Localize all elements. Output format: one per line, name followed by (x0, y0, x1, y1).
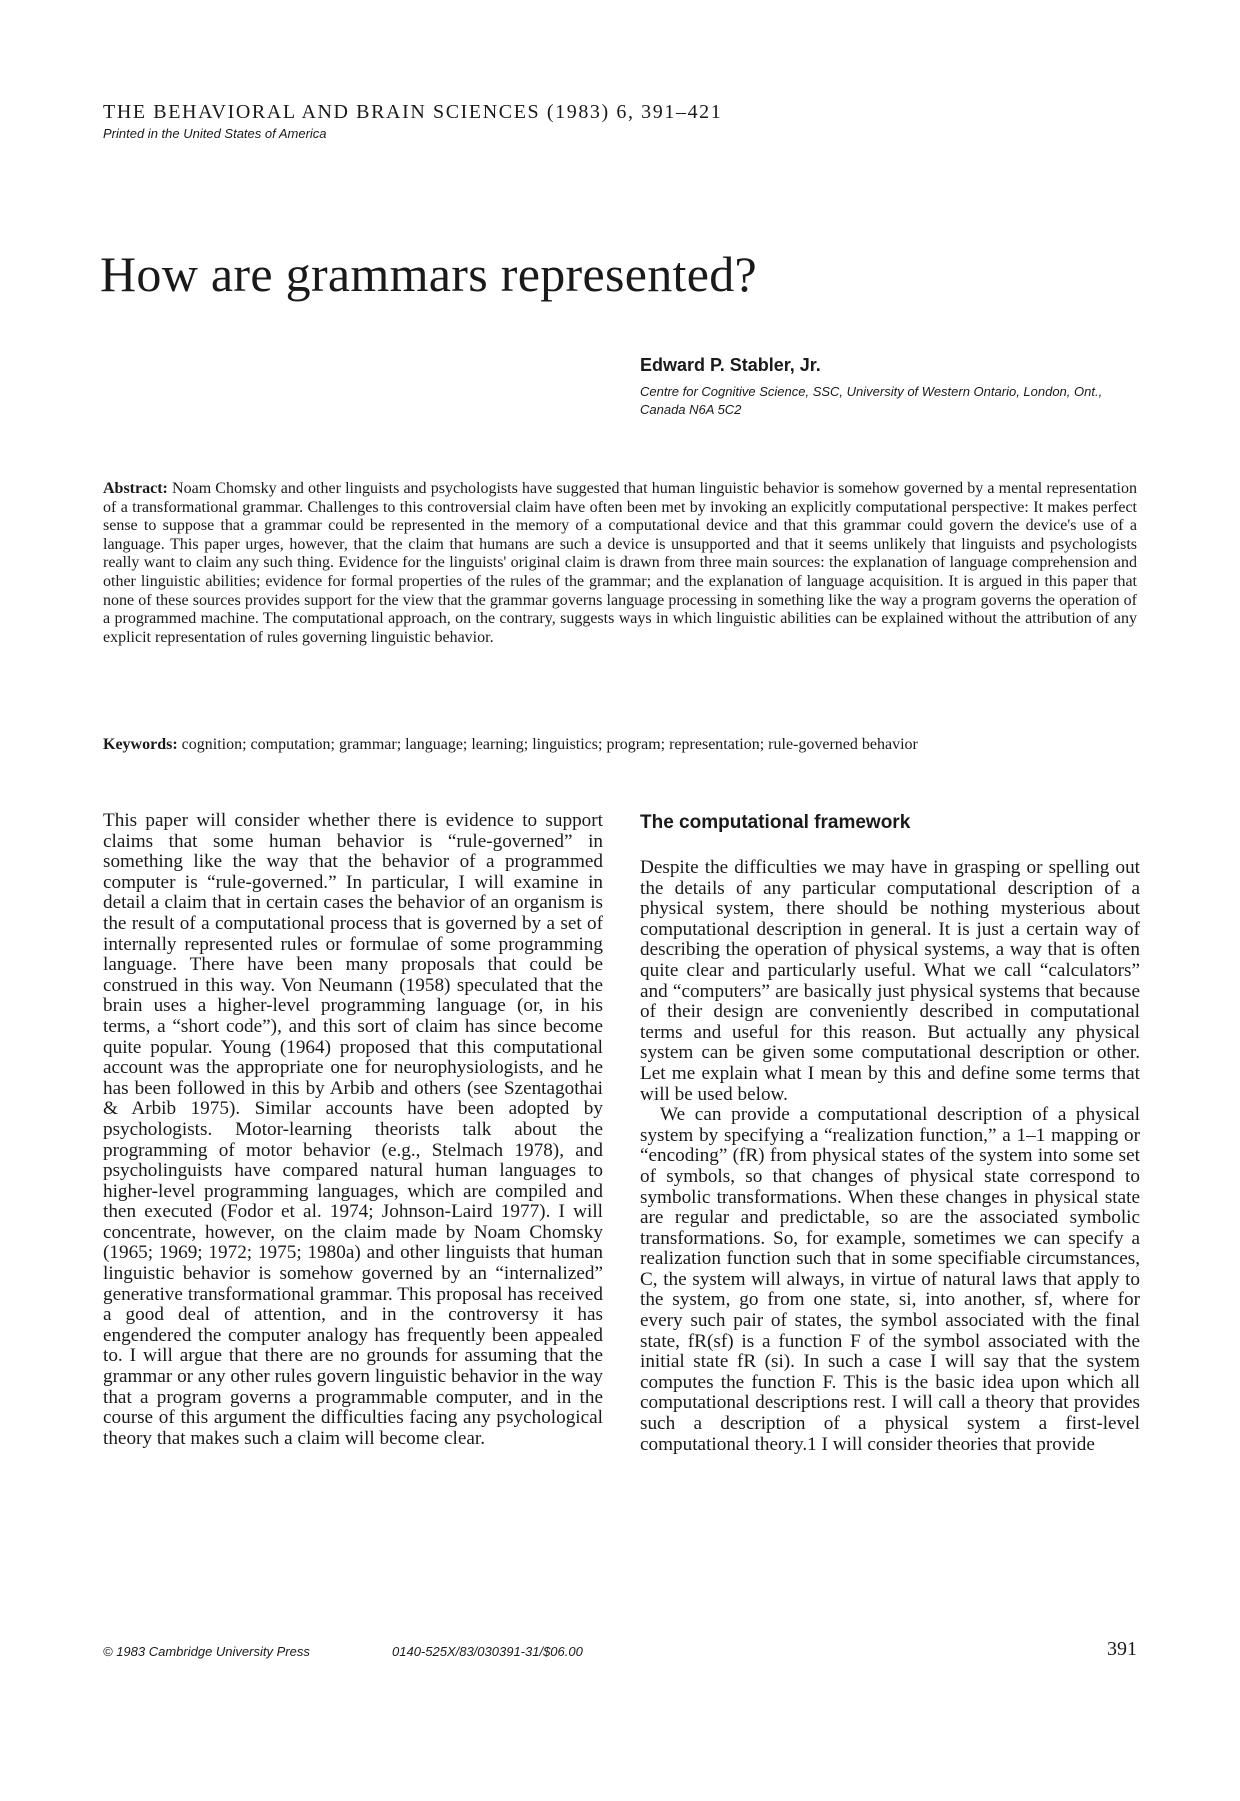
keywords (103, 736, 1143, 754)
printed-note: Printed in the United States of America (103, 126, 327, 141)
footer-copyright: © 1983 Cambridge University Press (103, 1644, 310, 1659)
keywords-text: cognition; computation; grammar; language; learning; linguistics; program; representation; rule-governed behavior (181, 736, 918, 753)
abstract-text: Noam Chomsky and other linguists and psychologists have suggested that human linguistic behavior is somehow governed by a mental representation of a transformational grammar. Challenges to this controversial claim have often been met by invoking an explicitly computational perspective: It makes perfect sense to suppose that a grammar could be represented in the memory of a computational device and that this grammar could govern the device's use of a language. This paper urges, however, that the claim that humans are such a device is unsupported and that it seems unlikely that linguists and psychologists really want to claim any such thing. Evidence for the linguists' original claim is drawn from three main sources: the explanation of language comprehension and other linguistic abilities; evidence for formal properties of the rules of the grammar; and the explanation of language acquisition. It is argued in this paper that none of these sources provides support for the view that the grammar governs language processing in something like the way a program governs the operation of a programmed machine. The computational approach, on the contrary, suggests ways in which linguistic abilities can be explained without the attribution of any explicit representation of rules governing linguistic behavior. (103, 480, 1138, 646)
abstract (103, 480, 1137, 647)
page-number: 391 (1107, 1638, 1137, 1660)
journal-header: THE BEHAVIORAL AND BRAIN SCIENCES (1983) 6, 391–421 (103, 101, 723, 123)
framework-paragraph-2: We can provide a computational description of a physical system by specifying a “realization function,” a 1–1 mapping or “encoding” (fR) from physical states of the system into some set of symbols, so that changes of physical state correspond to symbolic transformations. When these changes in physical state are regular and predictable, so are the associated symbolic transformations. So, for example, sometimes we can specify a realization function such that in some specifiable circumstances, C, the system will always, in virtue of natural laws that apply to the system, go from one state, si, into another, sf, where for every such pair of states, the symbol associated with the final state, fR(sf) is a function F of the symbol associated with the initial state fR (si). In such a case I will say that the system computes the function F. This is the basic idea upon which all computational descriptions rest. I will call a theory that provides such a description of a physical system a first-level computational theory.1 I will consider theories that provide (640, 1104, 1140, 1455)
framework-paragraph-1: Despite the difficulties we may have in grasping or spelling out the details of any particular computational description of a physical system, there should be nothing mysterious about computational description in general. It is just a certain way of describing the operation of physical systems, a way that is often quite clear and particularly useful. What we call “calculators” and “computers” are basically just physical systems that because of their design are conveniently described in computational terms and useful for this reason. But actually any physical system can be given some computational description or other. Let me explain what I mean by this and define some terms that will be used below. (640, 857, 1140, 1105)
article-title: How are grammars represented? (100, 246, 757, 302)
body-right-column (640, 858, 1140, 1455)
footer-issn: 0140-525X/83/030391-31/$06.00 (392, 1644, 583, 1659)
keywords-label: Keywords: (103, 736, 178, 753)
abstract-label: Abstract: (103, 480, 168, 497)
author-name: Edward P. Stabler, Jr. (640, 355, 821, 375)
intro-paragraph: This paper will consider whether there is evidence to support claims that some human behavior is “rule-governed” in something like the way that the behavior of a programmed computer is “rule-governed.” In particular, I will examine in detail a claim that in certain cases the behavior of an organism is the result of a computational process that is governed by a set of internally represented rules or formulae of some programming language. There have been many proposals that could be construed in this way. Von Neumann (1958) speculated that the brain uses a higher-level programming language (or, in his terms, a “short code”), and this sort of claim has since become quite popular. Young (1964) proposed that this computational account was the appropriate one for neurophysiologists, and he has been followed in this by Arbib and others (see Szentagothai & Arbib 1975). Similar accounts have been adopted by psychologists. Motor-learning theorists talk about the programming of motor behavior (e.g., Stelmach 1978), and psycholinguists have compared natural human languages to higher-level programming languages, which are compiled and then executed (Fodor et al. 1974; Johnson-Laird 1977). I will concentrate, however, on the claim made by Noam Chomsky (1965; 1969; 1972; 1975; 1980a) and other linguists that human linguistic behavior is somehow governed by an “internalized” generative transformational grammar. This proposal has received a good deal of attention, and in the controversy it has engendered the computer analogy has frequently been appealed to. I will argue that there are no grounds for assuming that the grammar or any other rules govern linguistic behavior in the way that a program governs a programmable computer, and in the course of this argument the difficulties facing any psychological theory that makes such a claim will become clear. (103, 810, 603, 1449)
body-left-column (103, 811, 603, 1449)
author-affiliation: Centre for Cognitive Science, SSC, University of Western Ontario, London, Ont., Canada N6A 5C2 (640, 384, 1103, 417)
section-heading: The computational framework (640, 812, 911, 833)
